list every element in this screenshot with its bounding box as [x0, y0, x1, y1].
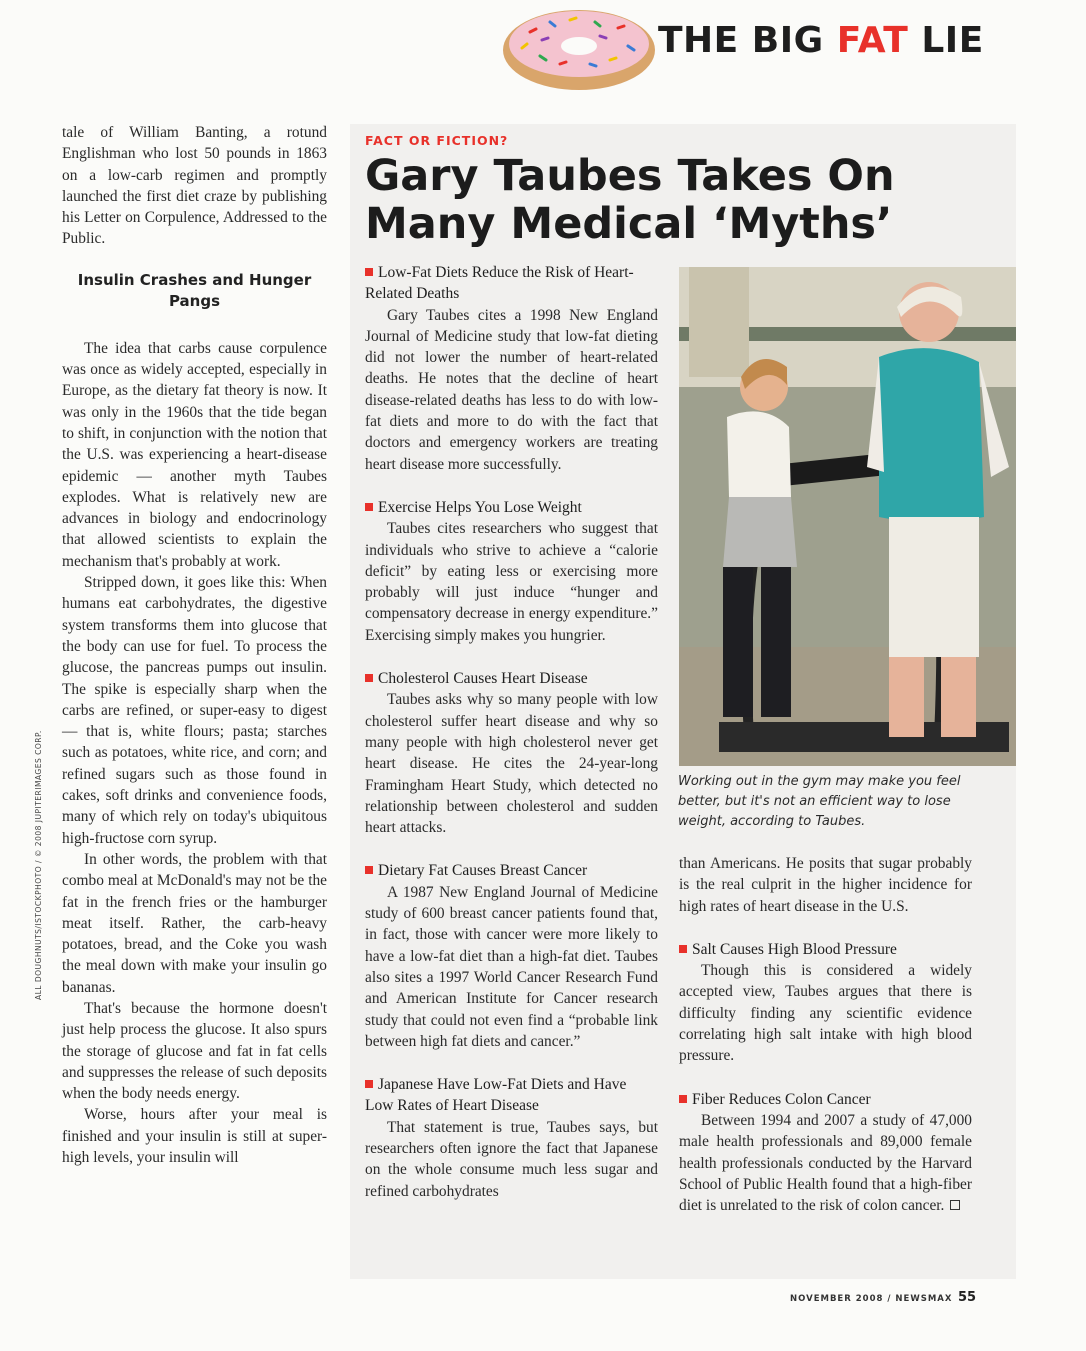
myth-heading: Dietary Fat Causes Breast Cancer: [365, 860, 658, 881]
myth-heading: Low-Fat Diets Reduce the Risk of Heart-Related Deaths: [365, 264, 634, 303]
red-square-bullet-icon: [365, 866, 373, 874]
page-header-title: [658, 20, 984, 61]
myth-heading: Japanese Have Low-Fat Diets and Have Low Rates of Heart Disease: [365, 1076, 627, 1115]
myth-body: A 1987 New England Journal of Medicine study of 600 breast cancer patients found that, in fact, those with cancer were more likely to have a low-fat diet than a high-fat diet. Taubes also sites a 1997 World Cancer Research Fund and American Institute for Cancer research study that could not even find a “probable link between high fat diets and cancer.”: [365, 883, 658, 1050]
red-square-bullet-icon: [679, 945, 687, 953]
photo-caption: Working out in the gym may make you feel better, but it's not an efficient way to lose weight, according to Taubes.: [678, 774, 961, 829]
article-paragraph: That's because the hormone doesn't just help process the glucose. It also spurs the storage of glucose and fat in fat cells and suppresses the release of such deposits when the body needs energy.: [62, 999, 327, 1103]
feature-right-column: [679, 853, 972, 1238]
myth-body: Taubes cites researchers who suggest that individuals who strive to achieve a “calorie deficit” by eating less or exercising more probably will just induce “hunger and compensatory decrease in energy expenditure.” Exercising simply makes you hungrier.: [365, 520, 658, 644]
article-paragraph: In other words, the problem with that combo meal at McDonald's may not be the fat in the french fries or the hamburger meat itself. Rather, the carb-heavy potatoes, bread, and the Coke you wash the meal down with make your insulin go bananas.: [62, 850, 327, 996]
article-paragraph: tale of William Banting, a rotund Englishman who lost 50 pounds in 1863 on a low-carb regimen and promptly launched the first diet craze by publishing his Letter on Corpulence, Addressed to the Public.: [62, 124, 327, 248]
left-column-article: [62, 122, 327, 1168]
donut-icon: [500, 2, 658, 92]
feature-title: Gary Taubes Takes On Many Medical ‘Myths’: [365, 151, 895, 249]
photo-credit: ALL DOUGHNUTS/ISTOCKPHOTO / © 2008 JUPITERIMAGES CORP.: [34, 730, 43, 1000]
myth-body: Taubes asks why so many people with low cholesterol suffer heart disease and why so many people with high cholesterol never get heart disease. He cites the 24-year-long Framingham Heart Study, which detected no relationship between cholesterol and sudden heart attacks.: [365, 691, 658, 837]
feature-middle-column: [365, 262, 658, 1202]
article-paragraph: Stripped down, it goes like this: When humans eat carbohydrates, the digestive system transforms them into glucose that the body can use for fuel. To process the glucose, the pancreas pumps out insulin. The spike is especially sharp when the carbs are refined, or super-easy to digest — that is, white flours; pasta; starches such as potatoes, white rice, and corn; and refined sugars such as those found in cakes, soft drinks and convenience foods, many of which rely on today's ubiquitous high-fructose corn syrup.: [62, 574, 327, 847]
header-title-highlight: FAT: [836, 20, 909, 61]
article-paragraph: Worse, hours after your meal is finished and your insulin is still at super-high levels, your insulin will: [62, 1106, 327, 1167]
myth-body-continued: than Americans. He posits that sugar probably is the real culprit in the higher incidence for high rates of heart disease in the U.S.: [679, 855, 972, 915]
page-number: 55: [958, 1290, 977, 1305]
myth-heading: Fiber Reduces Colon Cancer: [679, 1089, 972, 1110]
red-square-bullet-icon: [365, 268, 373, 276]
myth-body: Between 1994 and 2007 a study of 47,000 male health professionals and 89,000 female health professionals conducted by the Harvard School of Public Health found that a high-fiber diet is unrelated to the risk of colon cancer.: [679, 1111, 972, 1215]
header-title-after: LIE: [908, 20, 984, 61]
myth-heading: Cholesterol Causes Heart Disease: [365, 668, 658, 689]
myth-body: That statement is true, Taubes says, but researchers often ignore the fact that Japanese on the whole consume much less sugar and refined carbohydrates: [365, 1118, 658, 1200]
myth-heading: Salt Causes High Blood Pressure: [679, 939, 972, 960]
folio-line: NOVEMBER 2008 / NEWSMAX: [790, 1294, 953, 1304]
end-mark-icon: [950, 1200, 960, 1210]
feature-kicker: FACT OR FICTION?: [365, 133, 509, 148]
red-square-bullet-icon: [365, 1080, 373, 1088]
myth-body: Though this is considered a widely accepted view, Taubes argues that there is difficulty finding any scientific evidence correlating high salt intake with high blood pressure.: [679, 962, 972, 1065]
myth-body: Gary Taubes cites a 1998 New England Journal of Medicine study that low-fat dieting did not lower the number of heart-related deaths. He notes that the decline of heart disease-related deaths has less to do with low-fat diets and more to do with the fact that doctors and emergency workers are treating heart disease more successfully.: [365, 306, 658, 473]
header-title-before: THE BIG: [658, 20, 837, 61]
gym-treadmill-photo: [679, 267, 1016, 766]
myth-heading: Exercise Helps You Lose Weight: [365, 497, 658, 518]
red-square-bullet-icon: [365, 674, 373, 682]
red-square-bullet-icon: [679, 1095, 687, 1103]
article-paragraph: The idea that carbs cause corpulence was once as widely accepted, especially in Europe, as the dietary fat theory is now. It was only in the 1960s that the tide began to shift, in conjunction with the notion that the U.S. was experiencing a heart-disease epidemic — another myth Taubes explodes. What is relatively new are advances in biology and endocrinology that allowed scientists to explain the mechanism that's probably at work.: [62, 339, 327, 570]
red-square-bullet-icon: [365, 503, 373, 511]
section-subhead: Insulin Crashes and Hunger Pangs: [77, 270, 312, 310]
